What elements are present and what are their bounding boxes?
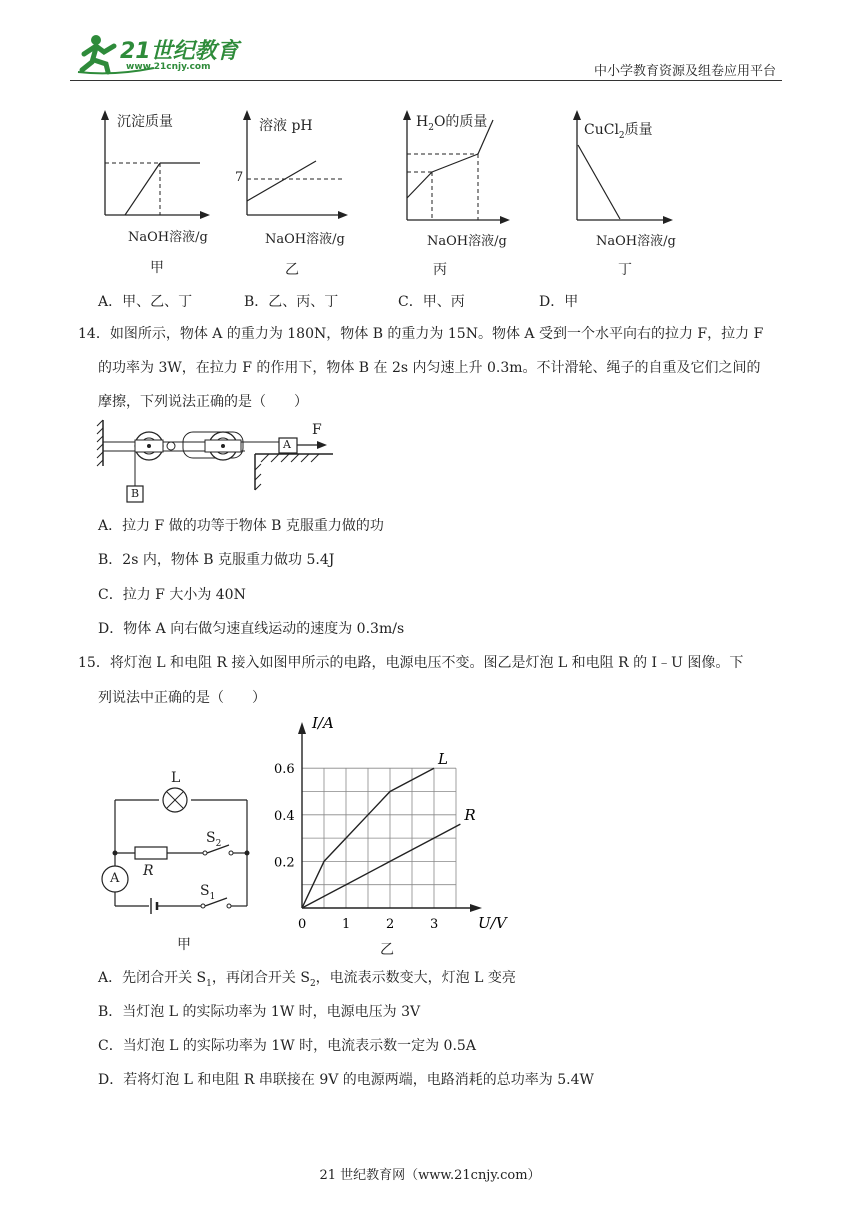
q13-option-c: C．甲、丙 (398, 294, 465, 310)
graph-jia-xlabel: NaOH溶液/g (128, 230, 208, 245)
y-tick-label: 0.6 (274, 762, 295, 778)
lamp-label: L (171, 770, 181, 786)
block-b-label: B (131, 487, 140, 500)
logo-url: www.21cnjy.com (126, 62, 211, 72)
graph-bing-ylabel: $H_2O$的质量 (416, 114, 488, 133)
ammeter-label: A (110, 871, 120, 886)
iu-chart (270, 710, 520, 950)
q13-option-b: B．乙、丙、丁 (244, 294, 339, 310)
resistor-label: R (143, 863, 154, 879)
graph-ding-xlabel: NaOH溶液/g (596, 234, 676, 249)
switch-s2-label: $S_2$ (206, 830, 222, 849)
header-rule (70, 80, 782, 81)
q15-option-b: B．当灯泡 L 的实际功率为 1W 时，电源电压为 3V (98, 1004, 421, 1020)
q15-option-c: C．当灯泡 L 的实际功率为 1W 时，电流表示数一定为 0.5A (98, 1038, 476, 1054)
block-a-label: A (283, 438, 291, 451)
q15-option-d: D．若将灯泡 L 和电阻 R 串联接在 9V 的电源两端，电路消耗的总功率为 5.4W (98, 1072, 594, 1088)
y-axis-arrow (298, 722, 306, 734)
x-axis-label: U/V (478, 914, 507, 932)
switch-s1-label: $S_1$ (200, 883, 216, 902)
graph-bing-caption: 丙 (433, 262, 447, 278)
graph-jia-ylabel: 沉淀质量 (117, 114, 173, 130)
q14-option-d: D．物体 A 向右做匀速直线运动的速度为 0.3m/s (98, 621, 405, 637)
q14-option-b: B．2s 内，物体 B 克服重力做功 5.4J (98, 552, 335, 568)
force-f-label: F (312, 422, 322, 438)
chart-caption: 乙 (380, 942, 394, 958)
graph-yi-xlabel: NaOH溶液/g (265, 232, 345, 247)
q14-option-a: A．拉力 F 做的功等于物体 B 克服重力做的功 (98, 518, 384, 534)
q14-stem-line-1: 14．如图所示，物体 A 的重力为 180N，物体 B 的重力为 15N。物体 A 受到一个水平向右的拉力 F，拉力 F (78, 326, 764, 342)
y-tick-label: 0.2 (274, 855, 295, 871)
footer-text: 21 世纪教育网（www.21cnjy.com） (319, 1168, 541, 1183)
x-tick-label: 0 (298, 917, 307, 932)
logo-text: 21世纪教育 (120, 39, 239, 64)
circuit-caption: 甲 (177, 937, 191, 953)
series-label-R: R (464, 806, 476, 825)
y-axis-label: I/A (312, 714, 334, 732)
graph-yi-caption: 乙 (285, 262, 299, 278)
y-tick-label: 0.4 (274, 808, 295, 824)
graph-ding-caption: 丁 (618, 262, 632, 278)
graph-bing-xlabel: NaOH溶液/g (427, 234, 507, 249)
q14-stem-line-2: 的功率为 3W，在拉力 F 的作用下，物体 B 在 2s 内匀速上升 0.3m。不计滑轮、绳子的自重及它们之间的 (98, 360, 761, 376)
x-tick-label: 2 (386, 917, 395, 932)
series-line-R (302, 824, 460, 908)
q13-option-a: A．甲、乙、丁 (98, 294, 193, 310)
graph-jia-caption: 甲 (150, 260, 164, 276)
x-tick-label: 1 (342, 917, 351, 932)
x-axis-arrow (470, 904, 482, 912)
platform-name: 中小学教育资源及组卷应用平台 (594, 64, 777, 79)
header-logo (74, 28, 254, 78)
q15-stem-line-1: 15．将灯泡 L 和电阻 R 接入如图甲所示的电路，电源电压不变。图乙是灯泡 L 和电阻 R 的 I﹣U 图像。下 (78, 655, 744, 671)
q15-option-a: A．先闭合开关 $S_1$，再闭合开关 $S_2$，电流表示数变大，灯泡 L 变亮 (98, 970, 516, 989)
q14-stem-line-3: 摩擦，下列说法正确的是（ ） (98, 394, 308, 410)
q13-option-d: D．甲 (539, 294, 579, 310)
graph-ding-ylabel: CuCl$_2$质量 (584, 122, 653, 141)
series-label-L: L (438, 750, 448, 769)
graph-yi-tick-7: 7 (235, 170, 244, 185)
q15-stem-line-2: 列说法中正确的是（ ） (98, 690, 266, 706)
x-tick-label: 3 (430, 917, 439, 932)
q14-option-c: C．拉力 F 大小为 40N (98, 587, 246, 603)
graph-yi-ylabel: 溶液 pH (259, 118, 313, 134)
